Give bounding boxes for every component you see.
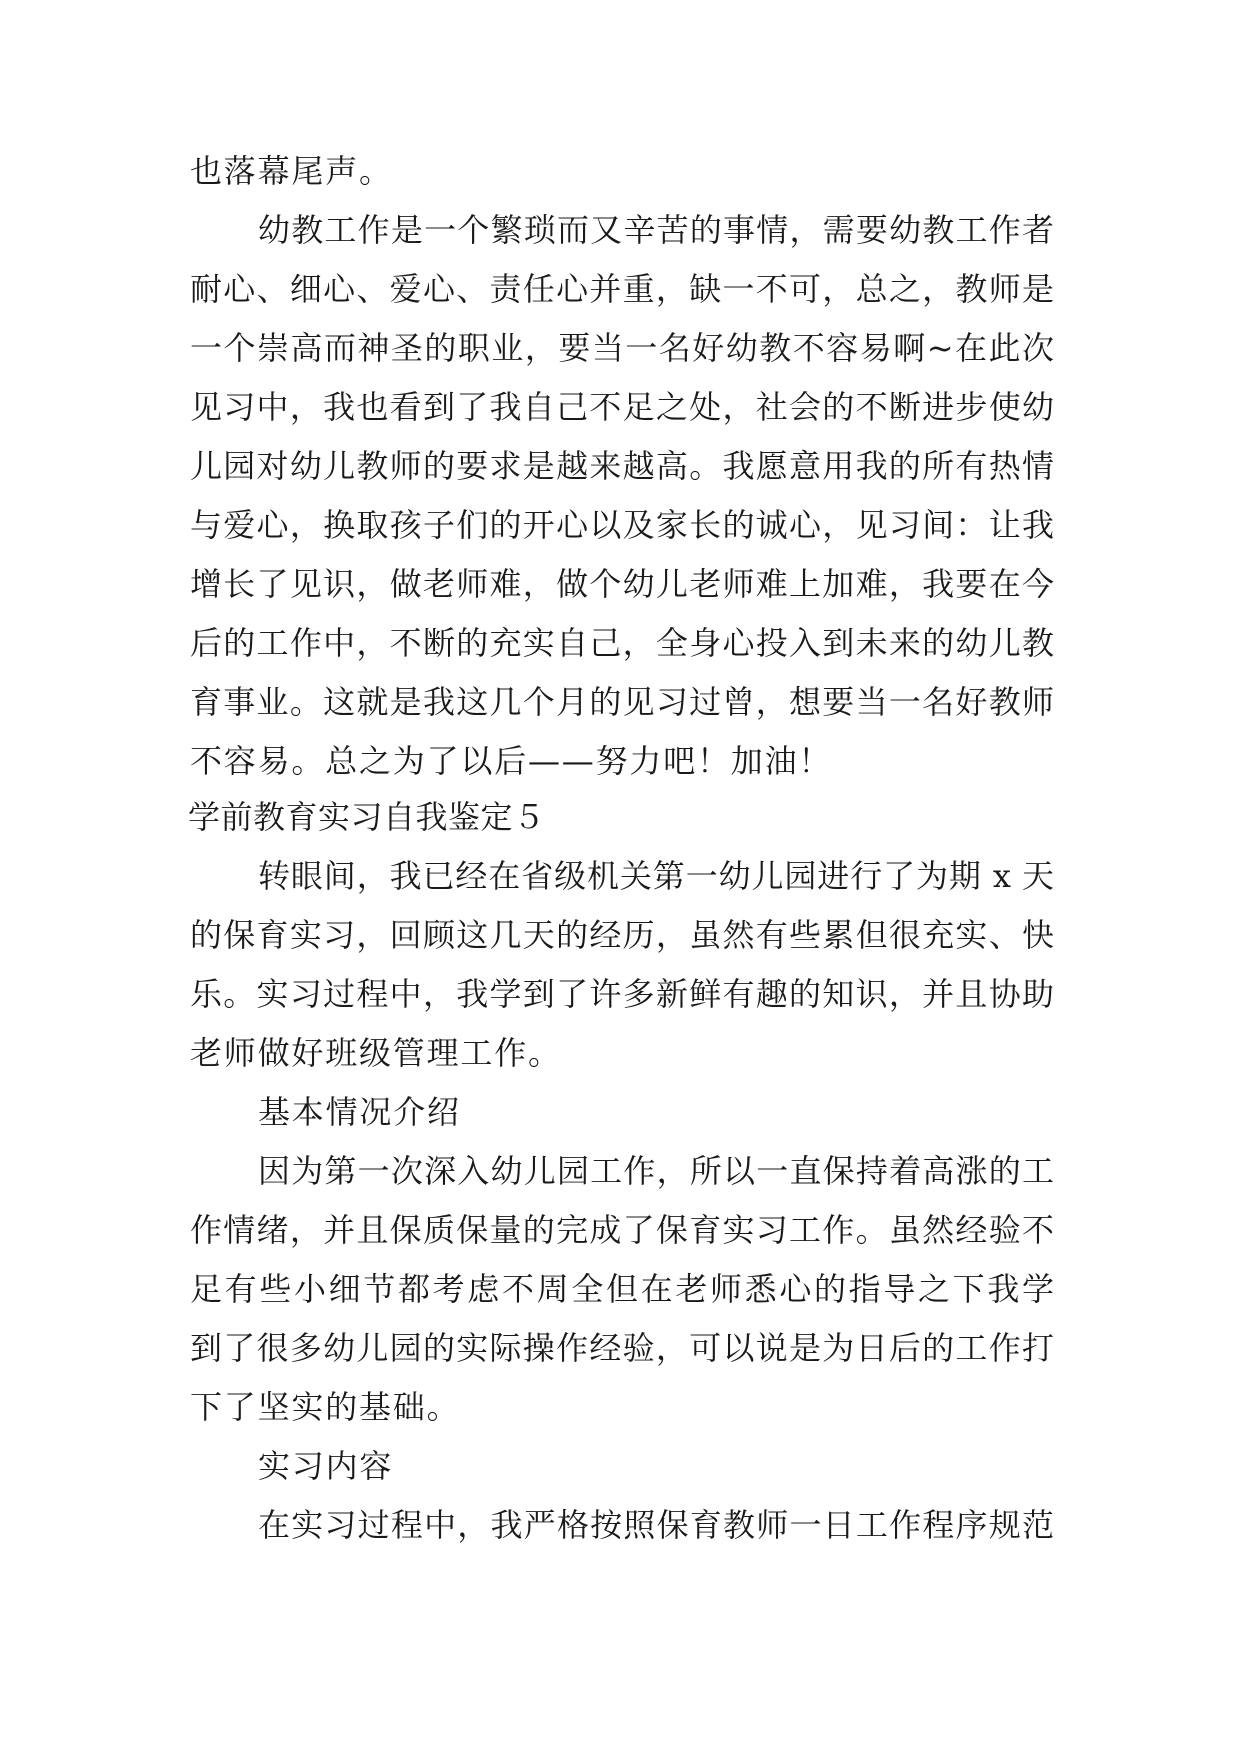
paragraph-line: 作情绪，并且保质保量的完成了保育实习工作。虽然经验不 [190,1211,1054,1249]
paragraph-line: 一个崇高而神圣的职业，要当一名好幼教不容易啊~在此次 [190,329,1054,367]
paragraph-line: 因为第一次深入幼儿园工作，所以一直保持着高涨的工 [258,1152,1054,1190]
paragraph-line: 增长了见识，做老师难，做个幼儿老师难上加难，我要在今 [190,565,1054,603]
paragraph-line: 转眼间，我已经在省级机关第一幼儿园进行了为期 x 天 [258,857,1054,895]
paragraph-line: 乐。实习过程中，我学到了许多新鲜有趣的知识，并且协助 [190,975,1054,1013]
paragraph-line: 耐心、细心、爱心、责任心并重，缺一不可，总之，教师是 [190,270,1054,308]
paragraph-line: 老师做好班级管理工作。 [190,1034,562,1072]
paragraph-line: 下了坚实的基础。 [190,1388,461,1426]
paragraph-line: 到了很多幼儿园的实际操作经验，可以说是为日后的工作打 [190,1329,1054,1367]
subsection-heading: 基本情况介绍 [258,1093,461,1131]
paragraph-line: 在实习过程中，我严格按照保育教师一日工作程序规范 [258,1506,1054,1544]
paragraph-line: 也落幕尾声。 [190,152,393,190]
paragraph-line: 的保育实习，回顾这几天的经历，虽然有些累但很充实、快 [190,916,1054,954]
paragraph-line: 儿园对幼儿教师的要求是越来越高。我愿意用我的所有热情 [190,447,1054,485]
paragraph-line: 见习中，我也看到了我自己不足之处，社会的不断进步使幼 [190,388,1054,426]
paragraph-line: 足有些小细节都考虑不周全但在老师悉心的指导之下我学 [190,1270,1054,1308]
paragraph-line: 与爱心，换取孩子们的开心以及家长的诚心，见习间：让我 [190,506,1054,544]
section-heading: 学前教育实习自我鉴定５ [188,798,546,836]
paragraph-line: 幼教工作是一个繁琐而又辛苦的事情，需要幼教工作者 [258,211,1054,249]
paragraph-line: 后的工作中，不断的充实自己，全身心投入到未来的幼儿教 [190,624,1054,662]
subsection-heading: 实习内容 [258,1447,394,1485]
paragraph-line: 育事业。这就是我这几个月的见习过曾，想要当一名好教师 [190,683,1054,721]
paragraph-line: 不容易。总之为了以后——努力吧！加油！ [190,742,833,780]
